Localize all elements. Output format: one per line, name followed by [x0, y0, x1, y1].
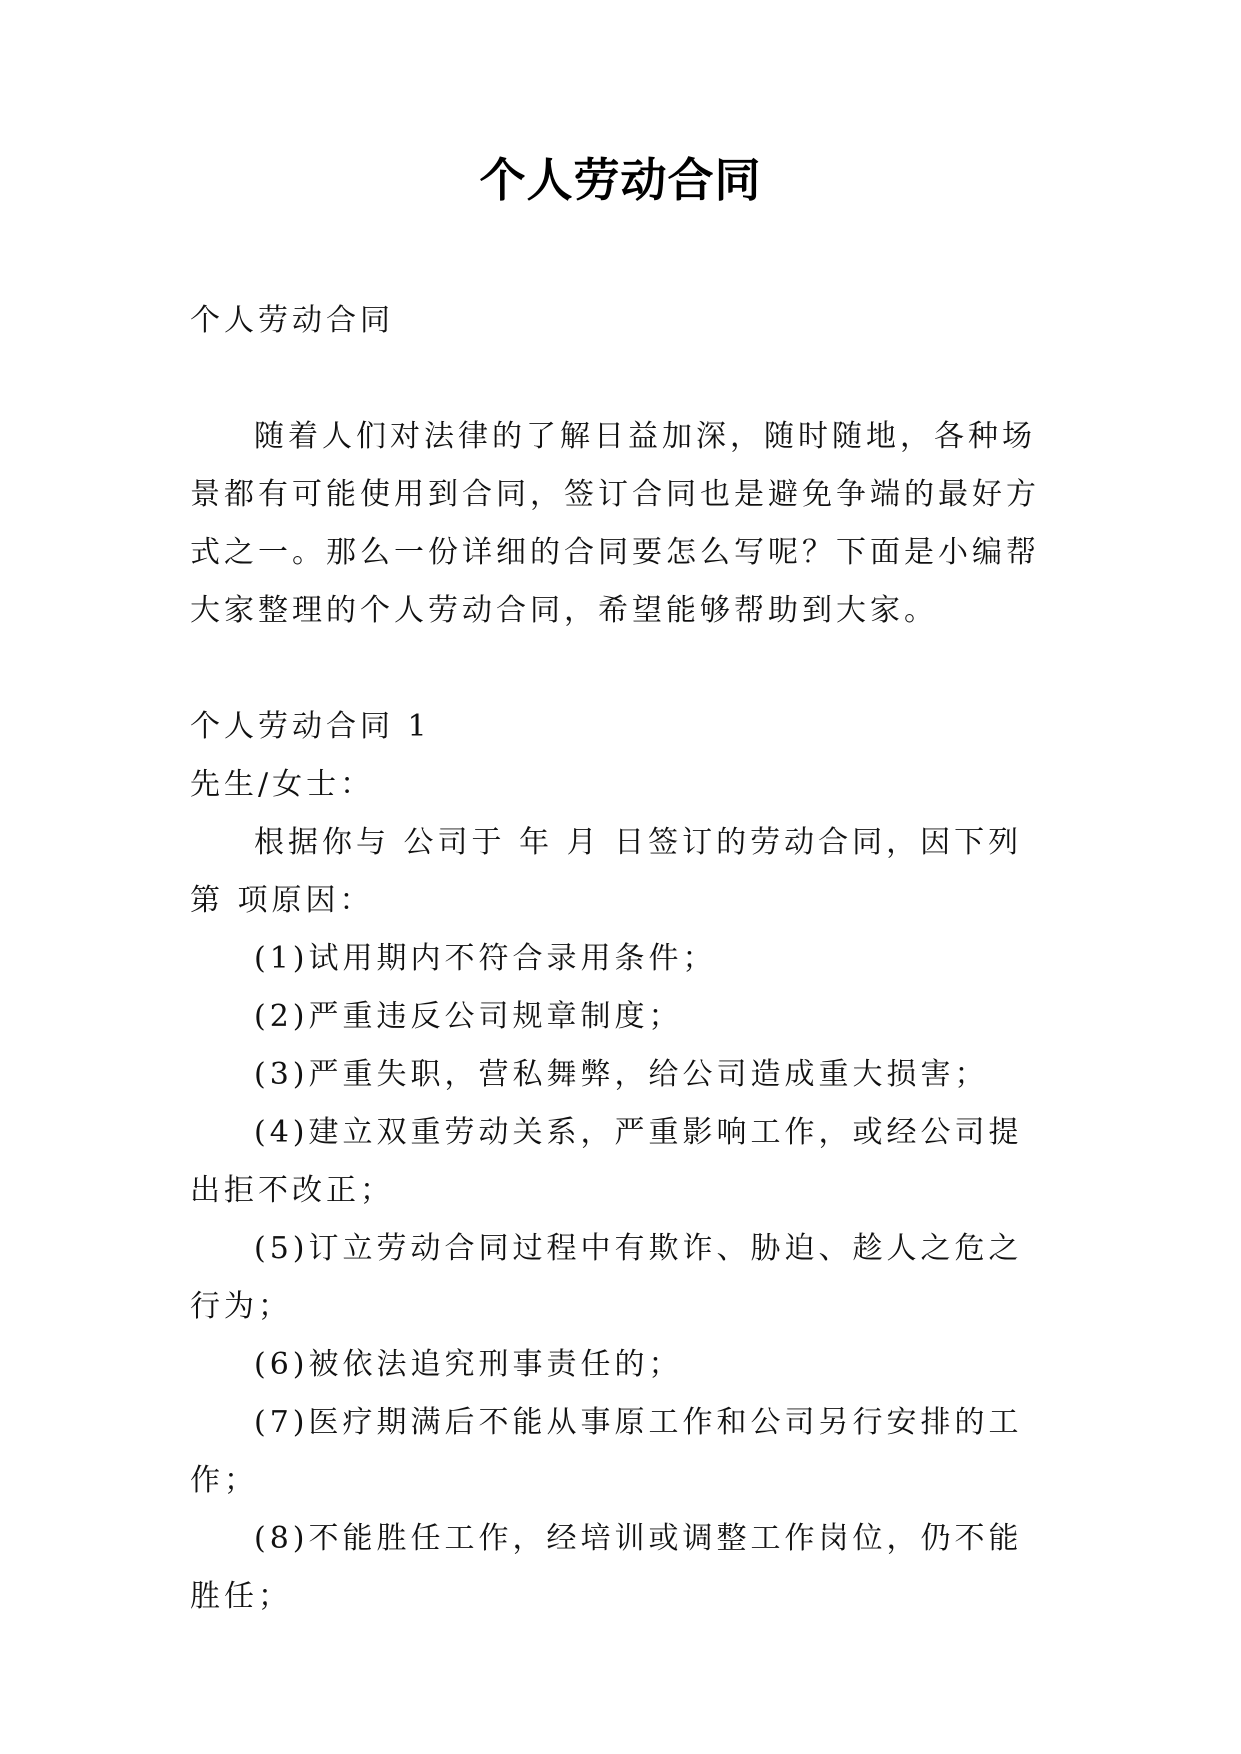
document-subtitle: 个人劳动合同 [190, 303, 394, 338]
list-item: (4)建立双重劳动关系，严重影响工作，或经公司提出拒不改正； [190, 1115, 1023, 1208]
body-intro-paragraph: 根据你与 公司于 年 月 日签订的劳动合同，因下列第 项原因： [190, 825, 1023, 918]
list-item: (6)被依法追究刑事责任的； [254, 1347, 683, 1382]
list-item: (8)不能胜任工作，经培训或调整工作岗位，仍不能胜任； [190, 1521, 1023, 1614]
section-heading: 个人劳动合同 1 [190, 709, 431, 744]
document-body [190, 292, 1052, 1626]
list-item: (5)订立劳动合同过程中有欺诈、胁迫、趁人之危之行为； [190, 1231, 1023, 1324]
salutation: 先生/女士： [190, 767, 375, 802]
list-item: (7)医疗期满后不能从事原工作和公司另行安排的工作； [190, 1405, 1023, 1498]
list-item: (1)试用期内不符合录用条件； [254, 941, 717, 976]
list-item: (2)严重违反公司规章制度； [254, 999, 683, 1034]
list-item: (3)严重失职，营私舞弊，给公司造成重大损害； [254, 1057, 989, 1092]
document-title: 个人劳动合同 [479, 153, 762, 207]
intro-paragraph: 随着人们对法律的了解日益加深，随时随地，各种场景都有可能使用到合同，签订合同也是避免争端的最好方式之一。那么一份详细的合同要怎么写呢？下面是小编帮大家整理的个人劳动合同，希望能够帮助到大家。 [190, 419, 1040, 628]
